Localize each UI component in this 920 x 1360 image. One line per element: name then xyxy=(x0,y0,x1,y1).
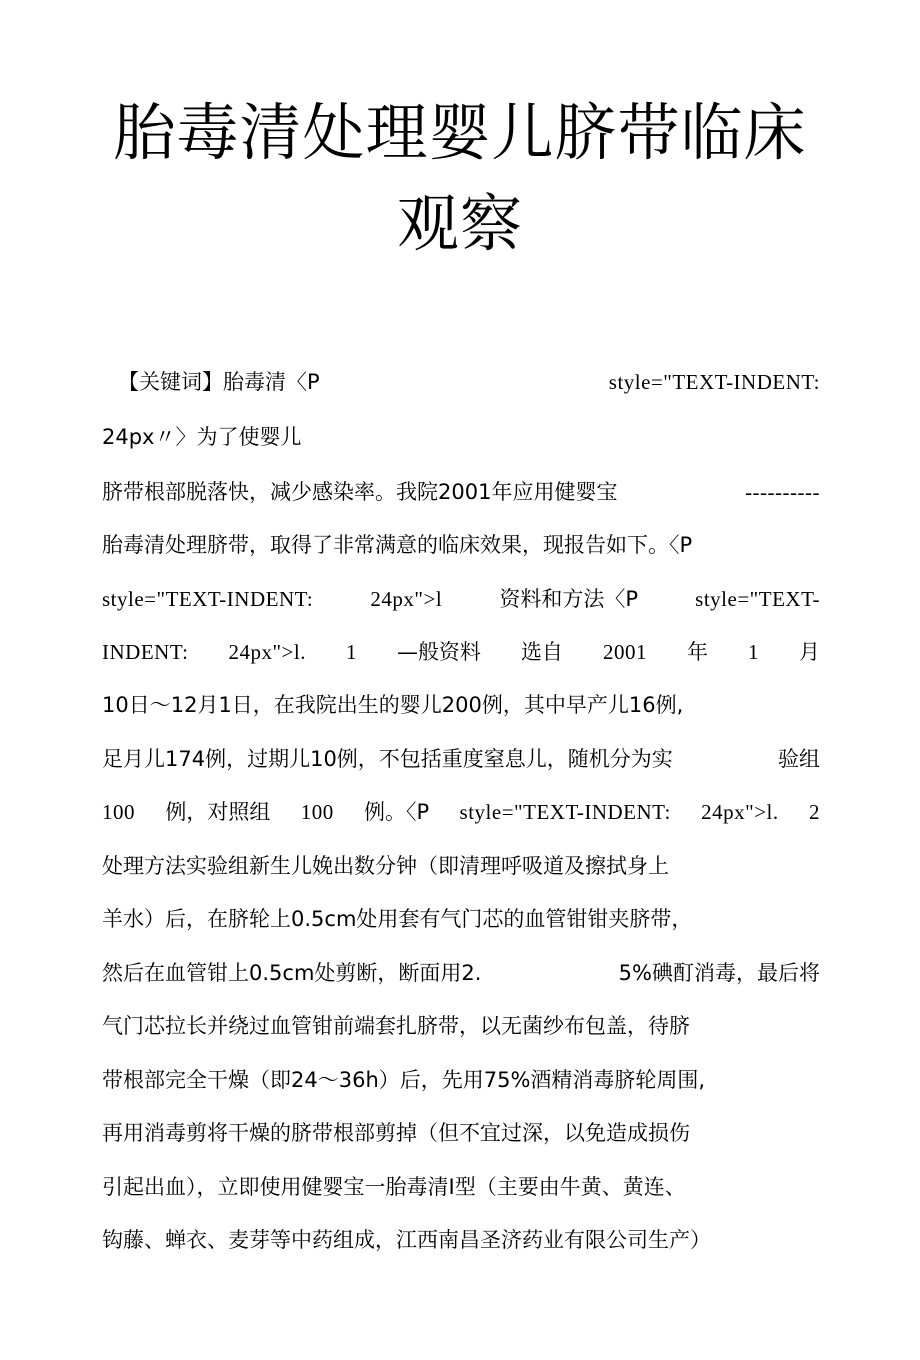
body-line xyxy=(102,477,820,507)
body-line xyxy=(102,637,820,667)
body-line xyxy=(102,958,820,988)
text-segment: 24px〃〉为了使婴儿 xyxy=(102,425,302,449)
body-line xyxy=(102,1118,820,1148)
section-heading: 资料和方法〈P xyxy=(499,587,638,611)
text-segment: 10日～12月1日，在我院出生的婴儿200例，其中早产儿16例, xyxy=(102,693,684,717)
text-segment: 引起出血），立即使用健婴宝一胎毒清I型（主要由牛黄、黄连、 xyxy=(102,1175,686,1199)
body-line xyxy=(102,1065,820,1095)
body-line xyxy=(118,367,820,397)
text-segment: 再用消毒剪将干燥的脐带根部剪掉（但不宜过深，以免造成损伤 xyxy=(102,1121,690,1145)
text-segment: 月 xyxy=(798,640,820,664)
text-segment: style="TEXT-INDENT: xyxy=(608,370,820,394)
text-segment: 例，对照组 xyxy=(165,800,271,824)
text-segment: 脐带根部脱落快，减少感染率。我院2001年应用健婴宝 xyxy=(102,480,618,504)
text-segment: 例。〈P xyxy=(364,800,430,824)
body-line xyxy=(102,690,820,720)
text-segment: 验组 xyxy=(778,747,820,771)
text-segment: 选自 xyxy=(520,640,563,664)
text-segment: 胎毒清处理脐带，取得了非常满意的临床效果，现报告如下。〈P xyxy=(102,533,693,557)
text-segment: 气门芯拉长并绕过血管钳前端套扎脐带，以无菌纱布包盖，待脐 xyxy=(102,1014,690,1038)
text-segment: style="TEXT-INDENT: xyxy=(459,800,671,824)
keywords-label: 【关键词】胎毒清〈P xyxy=(118,370,320,394)
dash-separator: ---------- xyxy=(745,480,820,504)
text-segment: 100 xyxy=(102,800,135,824)
document-title-line-2: 观察 xyxy=(396,187,523,260)
body-line xyxy=(102,1225,820,1255)
text-segment: 2001 xyxy=(602,640,647,664)
text-segment: 24px">l. xyxy=(228,640,306,664)
text-segment: 足月儿174例，过期儿10例，不包括重度窒息儿，随机分为实 xyxy=(102,747,673,771)
body-line xyxy=(102,530,820,560)
text-segment: 然后在血管钳上0.5cm处剪断，断面用2. xyxy=(102,961,482,985)
subsection-heading: —般资料 xyxy=(396,640,481,664)
text-segment: style="TEXT-INDENT: xyxy=(102,587,314,611)
text-segment: 处理方法实验组新生儿娩出数分钟（即清理呼吸道及擦拭身上 xyxy=(102,854,669,878)
text-segment: style="TEXT- xyxy=(695,587,820,611)
body-line xyxy=(102,851,820,881)
text-segment: 100 xyxy=(300,800,334,824)
text-segment: 24px">l. xyxy=(701,800,779,824)
document-title-line-1: 胎毒清处理婴儿脐带临床 xyxy=(113,96,807,169)
text-segment: 羊水）后，在脐轮上0.5cm处用套有气门芯的血管钳钳夹脐带， xyxy=(102,907,693,931)
text-segment: 1 xyxy=(345,640,357,664)
text-segment: 5%碘酊消毒，最后将 xyxy=(618,961,820,985)
text-segment: 24px">l xyxy=(370,587,443,611)
text-segment: 钩藤、蝉衣、麦芽等中药组成，江西南昌圣济药业有限公司生产） xyxy=(102,1228,711,1252)
body-line xyxy=(102,422,820,452)
body-line xyxy=(102,744,820,774)
text-segment: 带根部完全干燥（即24～36h）后，先用75%酒精消毒脐轮周围, xyxy=(102,1068,706,1092)
body-line xyxy=(102,584,820,614)
body-line xyxy=(102,797,820,827)
body-line xyxy=(102,904,820,934)
text-segment: 2 xyxy=(808,800,820,824)
text-segment: 1 xyxy=(747,640,759,664)
text-segment: 年 xyxy=(686,640,708,664)
body-line xyxy=(102,1011,820,1041)
body-line xyxy=(102,1172,820,1202)
text-segment: INDENT: xyxy=(102,640,189,664)
